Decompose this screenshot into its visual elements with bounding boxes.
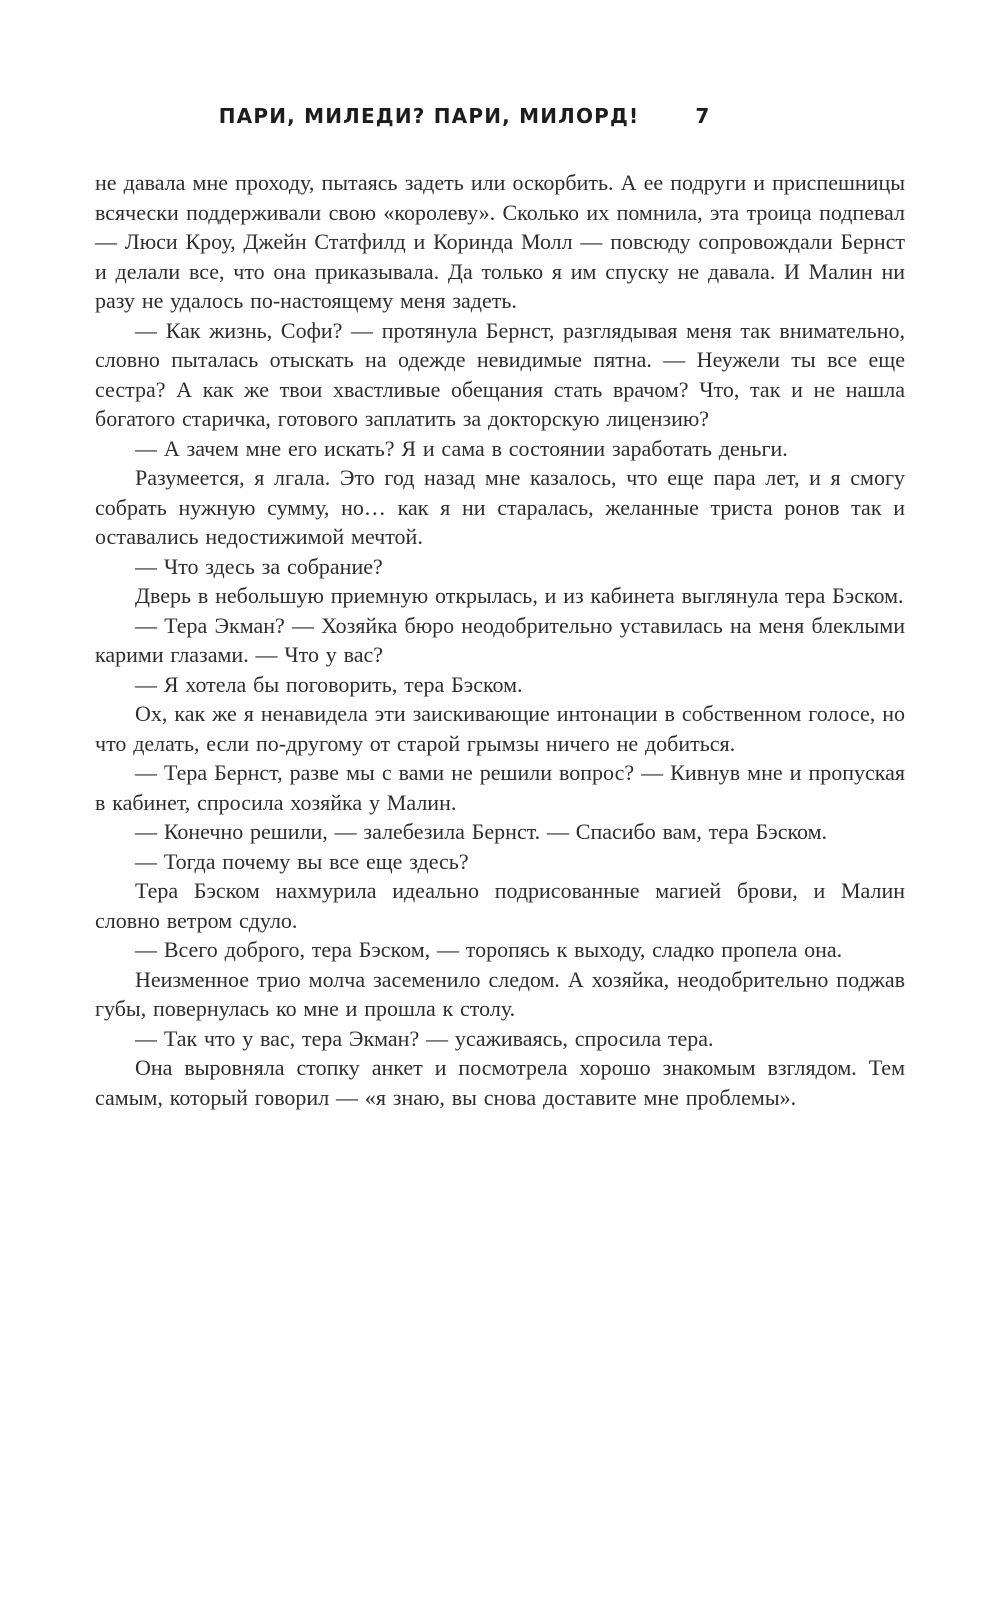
paragraph: — Как жизнь, Софи? — протянула Бернст, разглядывая меня так внимательно, словно пыталась отыскать на одежде невидимые пятна. — Неужели ты все еще сестра? А как же твои хвастливые обещания стать врачом? Что, так и не нашла богатого старичка, готового заплатить за докторскую лицензию? [95, 317, 905, 431]
paragraph: Тера Бэском нахмурила идеально подрисованные магией брови, и Малин словно ветром сдуло. [95, 878, 905, 933]
paragraph: — Тера Бернст, разве мы с вами не решили вопрос? — Кивнув мне и пропуская в кабинет, спросила хозяйка у Малин. [95, 760, 905, 815]
paragraph: — Конечно решили, — залебезила Бернст. — Спасибо вам, тера Бэском. [135, 819, 828, 844]
paragraph: Дверь в небольшую приемную открылась, и из кабинета выглянула тера Бэском. [135, 583, 904, 608]
paragraph: — А зачем мне его искать? Я и сама в состоянии заработать деньги. [135, 435, 788, 461]
page-number: 7 [695, 104, 710, 128]
paragraph: — Так что у вас, тера Экман? — усаживаясь, спросила тера. [135, 1025, 714, 1051]
paragraph: — Всего доброго, тера Бэском, — торопясь к выходу, сладко пропела она. [135, 937, 843, 962]
paragraph: Разумеется, я лгала. Это год назад мне казалось, что еще пара лет, и я смогу собрать нужную сумму, но… как я ни старалась, желанные триста ронов так и оставались недостижимой мечтой. [95, 465, 905, 549]
paragraph: Ох, как же я ненавидела эти заискивающие интонации в собственном голосе, но что делать, если по-другому от старой грымзы ничего не добиться. [95, 701, 905, 756]
running-title: ПАРИ, МИЛЕДИ? ПАРИ, МИЛОРД! [218, 104, 640, 128]
paragraph: — Я хотела бы поговорить, тера Бэском. [135, 671, 523, 697]
paragraph: Она выровняла стопку анкет и посмотрела хорошо знакомым взглядом. Тем самым, который говорил — «я знаю, вы снова доставите мне проблемы». [95, 1055, 905, 1110]
paragraph: Неизменное трио молча засеменило следом. А хозяйка, неодобрительно поджав губы, повернулась ко мне и прошла к столу. [95, 966, 905, 1021]
paragraph: — Тера Экман? — Хозяйка бюро неодобрительно уставилась на меня блеклыми карими глазами. — Что у вас? [95, 612, 905, 667]
text-block [95, 168, 905, 1112]
paragraph: — Что здесь за собрание? [135, 553, 383, 579]
paragraph: не давала мне проходу, пытаясь задеть или оскорбить. А ее подруги и приспешницы всячески поддерживали свою «королеву». Сколько их помнила, эта троица подпевал — Люси Кроу, Джейн Статфилд и Коринда Молл — повсюду сопровождали Бернст и делали все, что она приказывала. Да только я им спуску не давала. И Малин ни разу не удалось по-настоящему меня задеть. [95, 170, 905, 313]
paragraph: — Тогда почему вы все еще здесь? [135, 848, 469, 874]
page-header [59, 104, 869, 128]
